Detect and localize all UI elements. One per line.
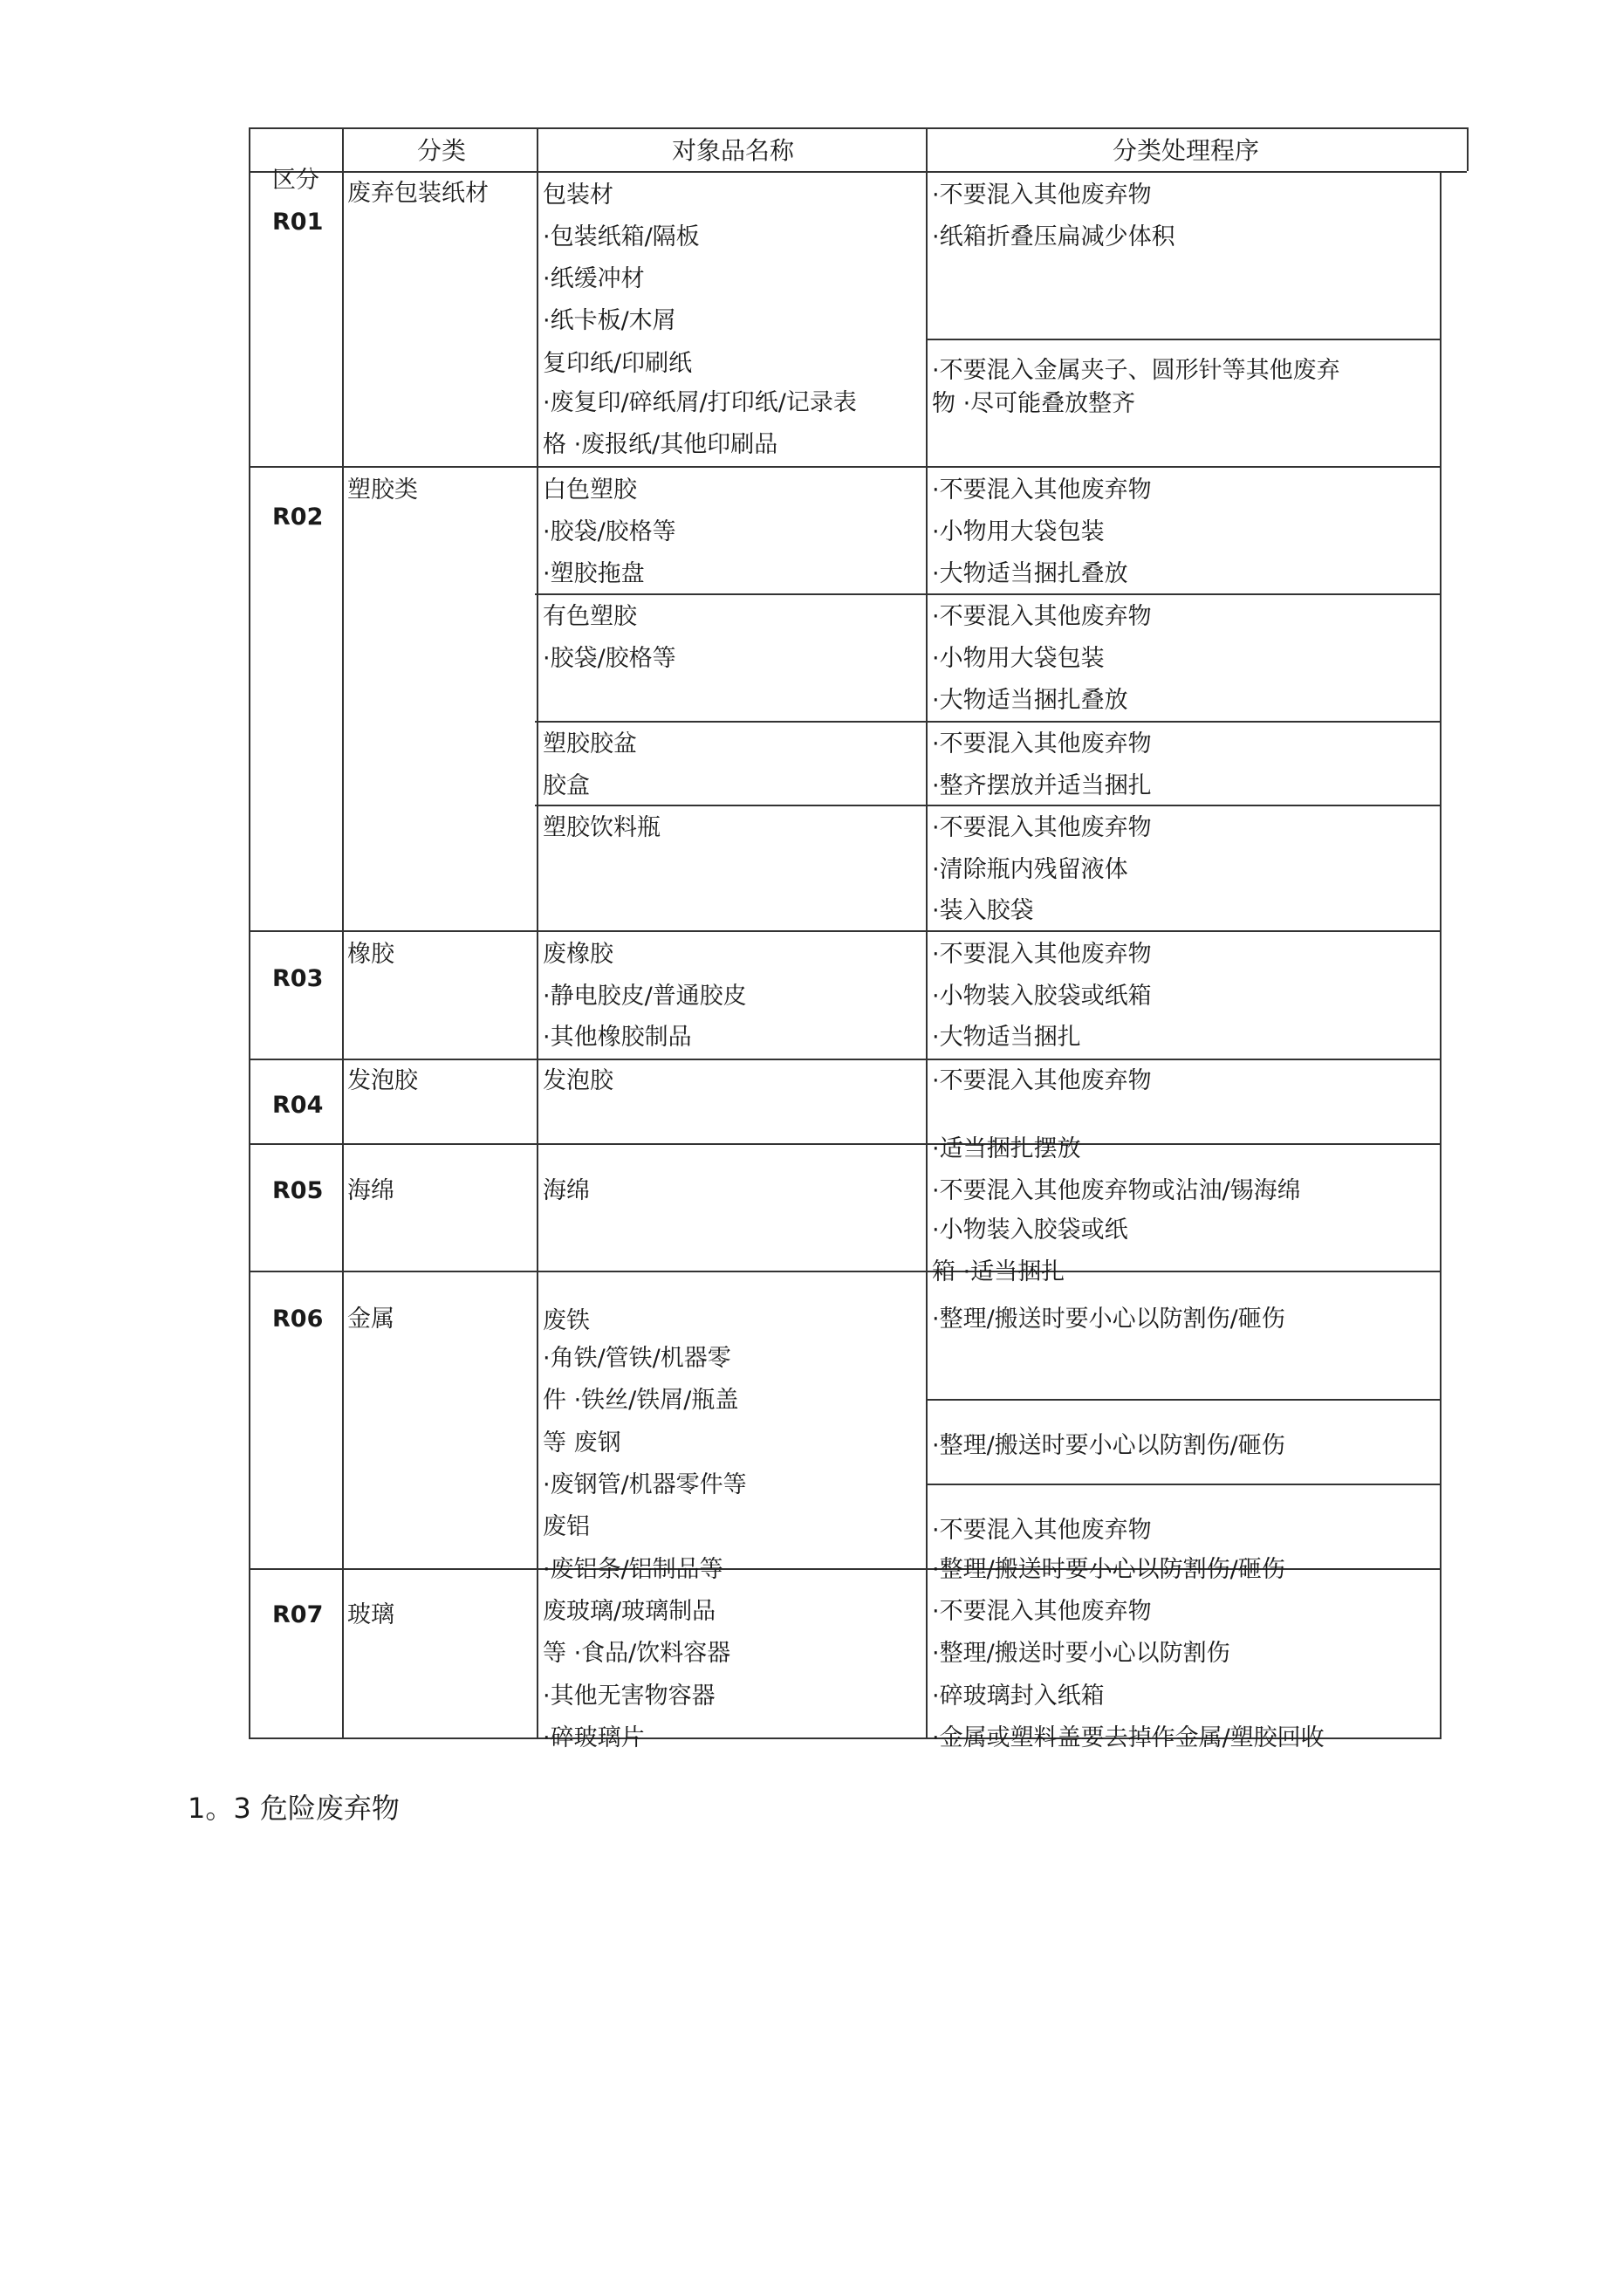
- procedure-text: ·整理/搬送时要小心以防割伤: [932, 1640, 1230, 1667]
- row-code: R06: [272, 1306, 324, 1333]
- section-heading: 1。3 危险废弃物: [188, 1792, 400, 1825]
- procedure-text: ·不要混入其他废弃物或沾油/锡海绵: [932, 1177, 1301, 1204]
- row-category: 塑胶类: [347, 476, 418, 504]
- item-text: ·其他无害物容器: [543, 1683, 716, 1710]
- header-procedure: 分类处理程序: [1113, 136, 1260, 165]
- procedure-text: ·不要混入金属夹子、圆形针等其他废弃: [932, 357, 1340, 384]
- procedure-text: ·碎玻璃封入纸箱: [932, 1683, 1105, 1710]
- item-text: ·碎玻璃片: [543, 1724, 645, 1751]
- item-text: ·塑胶拖盘: [543, 560, 645, 587]
- procedure-text: ·清除瓶内残留液体: [932, 856, 1128, 883]
- item-text: 废橡胶: [543, 941, 613, 968]
- item-text: ·废钢管/机器零件等: [543, 1471, 747, 1498]
- procedure-text: ·不要混入其他废弃物: [932, 476, 1152, 504]
- item-text: 发泡胶: [543, 1067, 613, 1094]
- item-text: 胶盒: [543, 772, 590, 799]
- item-text: 废铝: [543, 1513, 590, 1540]
- item-text: 有色塑胶: [543, 603, 637, 630]
- procedure-text: ·装入胶袋: [932, 897, 1034, 924]
- procedure-text: ·不要混入其他废弃物: [932, 814, 1152, 841]
- item-text: 等 废钢: [543, 1429, 621, 1456]
- item-text: 复印纸/印刷纸: [543, 350, 693, 377]
- item-text: ·其他橡胶制品: [543, 1024, 692, 1051]
- procedure-text: ·不要混入其他废弃物: [932, 1598, 1152, 1625]
- header-items: 对象品名称: [672, 136, 795, 165]
- procedure-text: ·小物用大袋包装: [932, 645, 1105, 672]
- item-text: 格 ·废报纸/其他印刷品: [543, 431, 778, 458]
- item-text: ·角铁/管铁/机器零: [543, 1345, 731, 1372]
- row-code: R03: [272, 965, 324, 992]
- item-text: 包装材: [543, 182, 613, 209]
- row-category: 橡胶: [347, 941, 394, 968]
- procedure-text: ·小物装入胶袋或纸: [932, 1217, 1128, 1244]
- item-text: 海绵: [543, 1177, 590, 1204]
- item-text: 等 ·食品/饮料容器: [543, 1640, 731, 1667]
- procedure-text: ·适当捆扎摆放: [932, 1135, 1081, 1162]
- item-text: ·废复印/碎纸屑/打印纸/记录表: [543, 389, 857, 416]
- item-text: ·纸缓冲材: [543, 265, 645, 292]
- procedure-text: 物 ·尽可能叠放整齐: [932, 390, 1136, 417]
- item-text: ·废铝条/铝制品等: [543, 1556, 723, 1583]
- item-text: ·静电胶皮/普通胶皮: [543, 983, 747, 1010]
- procedure-text: ·整齐摆放并适当捆扎: [932, 772, 1152, 799]
- row-category: 海绵: [347, 1177, 394, 1204]
- procedure-text: ·整理/搬送时要小心以防割伤/砸伤: [932, 1306, 1285, 1333]
- procedure-text: ·整理/搬送时要小心以防割伤/砸伤: [932, 1432, 1285, 1459]
- procedure-text: ·纸箱折叠压扁减少体积: [932, 223, 1175, 250]
- procedure-text: ·整理/搬送时要小心以防割伤/砸伤: [932, 1556, 1285, 1583]
- procedure-text: ·不要混入其他废弃物: [932, 603, 1152, 630]
- procedure-text: ·大物适当捆扎: [932, 1024, 1081, 1051]
- row-category: 玻璃: [347, 1601, 394, 1628]
- header-section: 区分: [272, 167, 319, 194]
- procedure-text: ·小物装入胶袋或纸箱: [932, 983, 1152, 1010]
- row-category: 发泡胶: [347, 1067, 418, 1094]
- item-text: 废铁: [543, 1307, 590, 1334]
- row-code: R04: [272, 1092, 324, 1119]
- item-text: ·包装纸箱/隔板: [543, 223, 700, 250]
- row-code: R01: [272, 209, 324, 236]
- header-category: 分类: [417, 136, 467, 165]
- procedure-text: ·小物用大袋包装: [932, 518, 1105, 545]
- row-code: R07: [272, 1601, 324, 1628]
- row-category: 金属: [347, 1306, 394, 1333]
- item-text: ·纸卡板/木屑: [543, 307, 676, 334]
- procedure-text: ·大物适当捆扎叠放: [932, 560, 1128, 587]
- item-text: 废玻璃/玻璃制品: [543, 1598, 716, 1625]
- item-text: 白色塑胶: [543, 476, 637, 504]
- row-category: 废弃包装纸材: [347, 180, 489, 207]
- procedure-text: ·不要混入其他废弃物: [932, 1517, 1152, 1544]
- item-text: 塑胶饮料瓶: [543, 814, 661, 841]
- procedure-text: ·金属或塑料盖要去掉作金属/塑胶回收: [932, 1724, 1325, 1751]
- procedure-text: 箱 ·适当捆扎: [932, 1258, 1065, 1285]
- item-text: ·胶袋/胶格等: [543, 518, 676, 545]
- procedure-text: ·大物适当捆扎叠放: [932, 687, 1128, 714]
- procedure-text: ·不要混入其他废弃物: [932, 1067, 1152, 1094]
- item-text: 件 ·铁丝/铁屑/瓶盖: [543, 1387, 739, 1414]
- item-text: ·胶袋/胶格等: [543, 645, 676, 672]
- procedure-text: ·不要混入其他废弃物: [932, 182, 1152, 209]
- row-code: R05: [272, 1177, 324, 1204]
- procedure-text: ·不要混入其他废弃物: [932, 941, 1152, 968]
- procedure-text: ·不要混入其他废弃物: [932, 730, 1152, 757]
- item-text: 塑胶胶盆: [543, 730, 637, 757]
- row-code: R02: [272, 504, 324, 531]
